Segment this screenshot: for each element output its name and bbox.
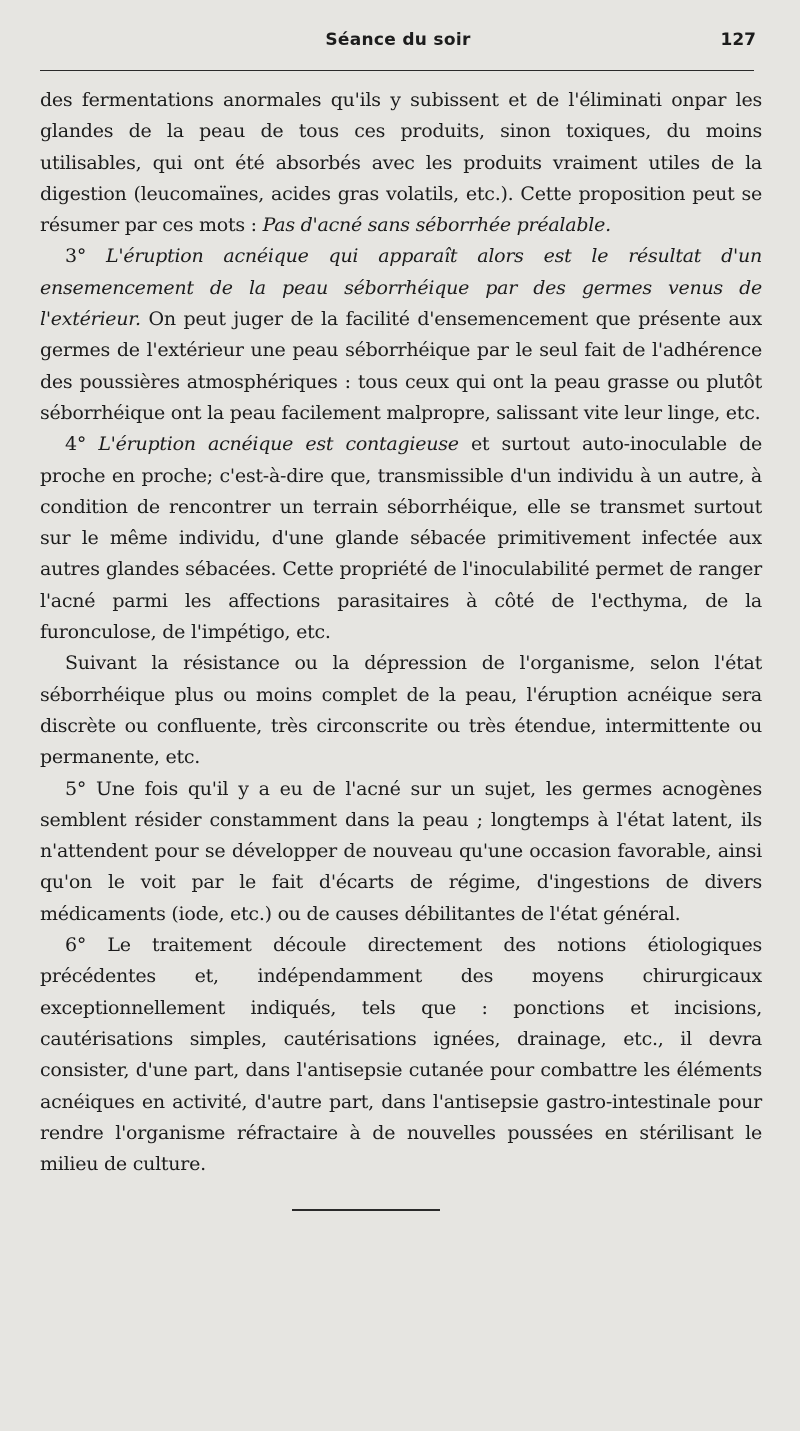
paragraph-resistance	[40, 648, 762, 773]
page-number: 127	[720, 30, 756, 50]
text-run: des fermentations anormales qu'ils y subissent et de l'éliminati onpar les glandes de la peau de tous ces produits, sinon toxiques, du moins utilisables, qui ont été absorbés avec les produits vraiment utiles de la digestion (leucomaïnes, acides gras volatils, etc.). Cette proposition peut se résumer par ces mots :	[40, 89, 762, 237]
section-end-rule	[292, 1209, 440, 1211]
text-run: Suivant la résistance ou la dépression de l'organisme, selon l'état séborrhéique plus ou moins complet de la peau, l'éruption acnéique sera discrète ou confluente, très circonscrite ou très étendue, intermittente ou permanente, etc.	[40, 652, 762, 769]
italic-run: Pas d'acné sans séborrhée préalable.	[262, 214, 611, 237]
running-head-title: Séance du soir	[325, 30, 471, 50]
text-run: 4°	[65, 433, 99, 456]
text-run: 5° Une fois qu'il y a eu de l'acné sur un sujet, les germes acnogènes semblent résider constamment dans la peau ; longtemps à l'état latent, ils n'attendent pour se développer de nouveau qu'une occasion favorable, ainsi qu'on le voit par le fait d'écarts de régime, d'ingestions de divers médicaments (iode, etc.) ou de causes débilitantes de l'état général.	[40, 777, 762, 925]
italic-run: L'éruption acnéique est contagieuse	[98, 433, 459, 456]
paragraph-point-5	[40, 774, 762, 930]
paragraph-continuation	[40, 85, 762, 241]
text-run: On peut juger de la facilité d'ensemencement que présente aux germes de l'extérieur une peau séborrhéique par le seul fait de l'adhérence des poussières atmosphériques : tous ceux qui ont la peau grasse ou plutôt séborrhéique ont la peau facilement malpropre, salissant vite leur linge, etc.	[40, 308, 762, 424]
running-head	[40, 30, 756, 60]
text-run: et surtout auto-inoculable de proche en proche; c'est-à-dire que, transmissible d'un individu à un autre, à condition de rencontrer un terrain séborrhéique, elle se transmet surtout sur le même individu, d'une glande sébacée primitivement infectée aux autres glandes sébacées. Cette propriété de l'inoculabilité permet de ranger l'acné parmi les affections parasitaires à côté de l'ecthyma, de la furonculose, de l'impétigo, etc.	[40, 433, 762, 644]
paragraph-point-6	[40, 930, 762, 1180]
header-rule	[40, 70, 754, 71]
text-run: 3°	[65, 245, 107, 268]
italic-run: L'éruption acnéique qui apparaît alors est le résultat d'un ensemencement de la peau séborrhéique par des germes venus de l'extérieur.	[40, 245, 762, 331]
text-run: 6° Le traitement découle directement des notions étiologiques précédentes et, indépendamment des moyens chirurgicaux exceptionnellement indiqués, tels que : ponctions et incisions, cautérisations simples, cautérisations ignées, drainage, etc., il devra consister, d'une part, dans l'antisepsie cutanée pour combattre les éléments acnéiques en activité, d'autre part, dans l'antisepsie gastro-intestinale pour rendre l'organisme réfractaire à de nouvelles poussées en stérilisant le milieu de culture.	[40, 934, 762, 1176]
paragraph-point-3	[40, 241, 762, 429]
body-text	[40, 85, 762, 1180]
paragraph-point-4	[40, 429, 762, 648]
